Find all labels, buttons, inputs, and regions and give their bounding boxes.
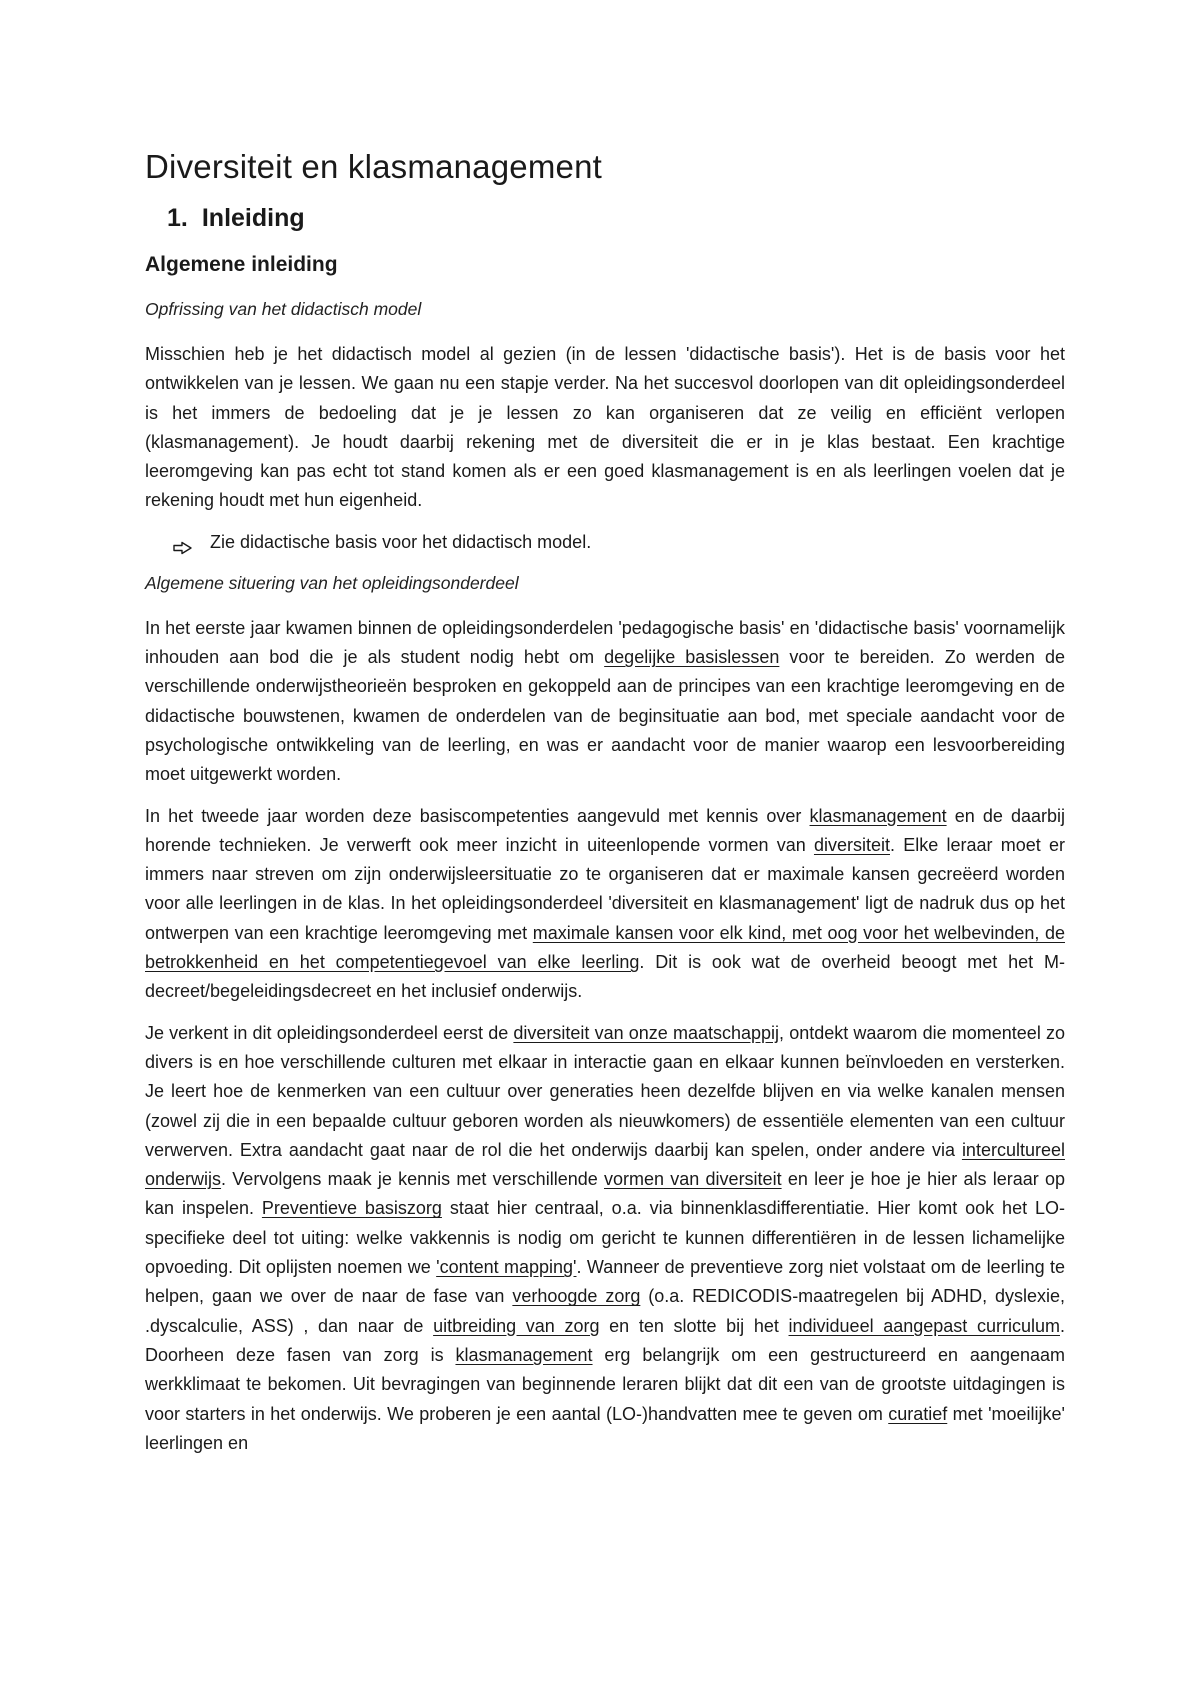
text-run: , ontdekt waarom die momenteel zo divers is en hoe verschillende culturen met elkaar in interactie gaan en elkaar kunnen beïnvloeden en versterken. Je leert hoe de kenmerken van een cultuur over generaties heen dezelfde blijven en via welke kanalen mensen (zowel zij die in een bepaalde cultuur geboren worden als nieuwkomers) de essentiële elementen van een cultuur verwerven. Extra aandacht gaat naar de rol die het onderwijs daarbij kan spelen, onder andere via <box>145 1022 1065 1160</box>
section-heading <box>167 204 1065 233</box>
arrow-note <box>172 528 1065 557</box>
arrow-note-text: Zie didactische basis voor het didactisch model. <box>210 531 592 552</box>
document-page <box>145 148 1065 1458</box>
underlined-term: curatief <box>888 1403 948 1424</box>
underlined-term: verhoogde zorg <box>512 1286 641 1307</box>
text-run: en de daarbij horende technieken. Je verwerft ook meer inzicht in uiteenlopende vormen van <box>145 805 1065 855</box>
text-run: (o.a. REDICODIS-maatregelen bij ADHD, dyslexie, .dyscalculie, ASS) , dan naar de <box>145 1286 1066 1336</box>
subheading-situering: Algemene situering van het opleidingsonderdeel <box>145 572 519 593</box>
text-run: . Wanneer de preventieve zorg niet volstaat om de leerling te helpen, gaan we over de naar de fase van <box>145 1257 1065 1307</box>
subsection-heading: Algemene inleiding <box>145 253 338 276</box>
text-run: . Dit is ook wat de overheid beoogt met het M-decreet/begeleidingsdecreet en het inclusief onderwijs. <box>145 952 1065 1002</box>
underlined-term: individueel aangepast curriculum <box>788 1315 1060 1336</box>
underlined-term: diversiteit <box>813 834 890 855</box>
text-run: met 'moeilijke' leerlingen en <box>145 1403 1065 1453</box>
underlined-term: maximale kansen voor elk kind, met oog voor het welbevinden, de betrokkenheid en het competentiegevoel van elke leerling <box>145 922 1065 973</box>
text-run: en ten slotte bij het <box>599 1315 789 1336</box>
text-run: en leer je hoe je hier als leraar op kan inspelen. <box>145 1169 1065 1219</box>
underlined-term: klasmanagement <box>455 1344 593 1365</box>
text-run: . Vervolgens maak je kennis met verschillende <box>221 1169 604 1190</box>
underlined-term: 'content mapping' <box>436 1257 577 1278</box>
text-run: . Doorheen deze fasen van zorg is <box>145 1315 1065 1365</box>
arrow-right-outline-icon <box>172 535 194 549</box>
text-run: erg belangrijk om een gestructureerd en aangenaam werkklimaat te bekomen. Uit bevragingen van beginnende leraren blijkt dat dit een van de grootste uitdagingen is voor starters in het onderwijs. We proberen je een aantal (LO-)handvatten mee te geven om <box>145 1344 1065 1424</box>
text-run: Je verkent in dit opleidingsonderdeel eerst de <box>145 1022 514 1043</box>
paragraph-first-year <box>145 614 1065 790</box>
paragraph-intro: Misschien heb je het didactisch model al gezien (in de lessen 'didactische basis'). Het is de basis voor het ontwikkelen van je lessen. We gaan nu een stapje verder. Na het succesvol doorlopen van dit opleidingsonderdeel is het immers de bedoeling dat je je lessen zo kan organiseren dat ze veilig en efficiënt verlopen (klasmanagement). Je houdt daarbij rekening met de diversiteit die er in je klas bestaat. Een krachtige leeromgeving kan pas echt tot stand komen als er een goed klasmanagement is en als leerlingen voelen dat je rekening houdt met hun eigenheid. <box>145 344 1065 511</box>
text-run: In het tweede jaar worden deze basiscompetenties aangevuld met kennis over <box>145 805 810 826</box>
underlined-term: uitbreiding van zorg <box>433 1315 600 1336</box>
paragraph-course-overview <box>145 1019 1065 1458</box>
paragraph-second-year <box>145 802 1065 1007</box>
subheading-didactic-model: Opfrissing van het didactisch model <box>145 299 422 319</box>
text-run: In het eerste jaar kwamen binnen de opleidingsonderdelen 'pedagogische basis' en 'didactische basis' voornamelijk inhouden aan bod die je als student nodig hebt om <box>145 617 1065 668</box>
underlined-term: vormen van diversiteit <box>604 1169 782 1190</box>
text-run: voor te bereiden. Zo werden de verschillende onderwijstheorieën besproken en gekoppeld aan de principes van een krachtige leeromgeving en de didactische bouwstenen, kwamen de onderdelen van de beginsituatie aan bod, met speciale aandacht voor de psychologische ontwikkeling van de leerling, en was er aandacht voor de manier waarop een lesvoorbereiding moet uitgewerkt worden. <box>145 647 1065 785</box>
document-title: Diversiteit en klasmanagement <box>145 148 603 185</box>
text-run: . Elke leraar moet er immers naar streven om zijn onderwijsleersituatie zo te organiseren dat er maximale kansen gecreëerd worden voor alle leerlingen in de klas. In het opleidingsonderdeel 'diversiteit en klasmanagement' ligt de nadruk dus op het ontwerpen van een krachtige leeromgeving met <box>145 834 1066 943</box>
text-run: staat hier centraal, o.a. via binnenklasdifferentiatie. Hier komt ook het LO-specifieke deel tot uiting: welke vakkennis is nodig om gericht te kunnen differentiëren in de lessen lichamelijke opvoeding. Dit oplijsten noemen we <box>145 1198 1066 1278</box>
underlined-term: Preventieve basiszorg <box>261 1198 442 1219</box>
underlined-term: intercultureel onderwijs <box>145 1139 1065 1190</box>
underlined-term: degelijke basislessen <box>604 647 780 668</box>
underlined-term: diversiteit van onze maatschappij <box>513 1022 780 1043</box>
underlined-term: klasmanagement <box>809 805 947 826</box>
section-number: 1. <box>167 204 188 232</box>
section-title: Inleiding <box>201 204 305 232</box>
